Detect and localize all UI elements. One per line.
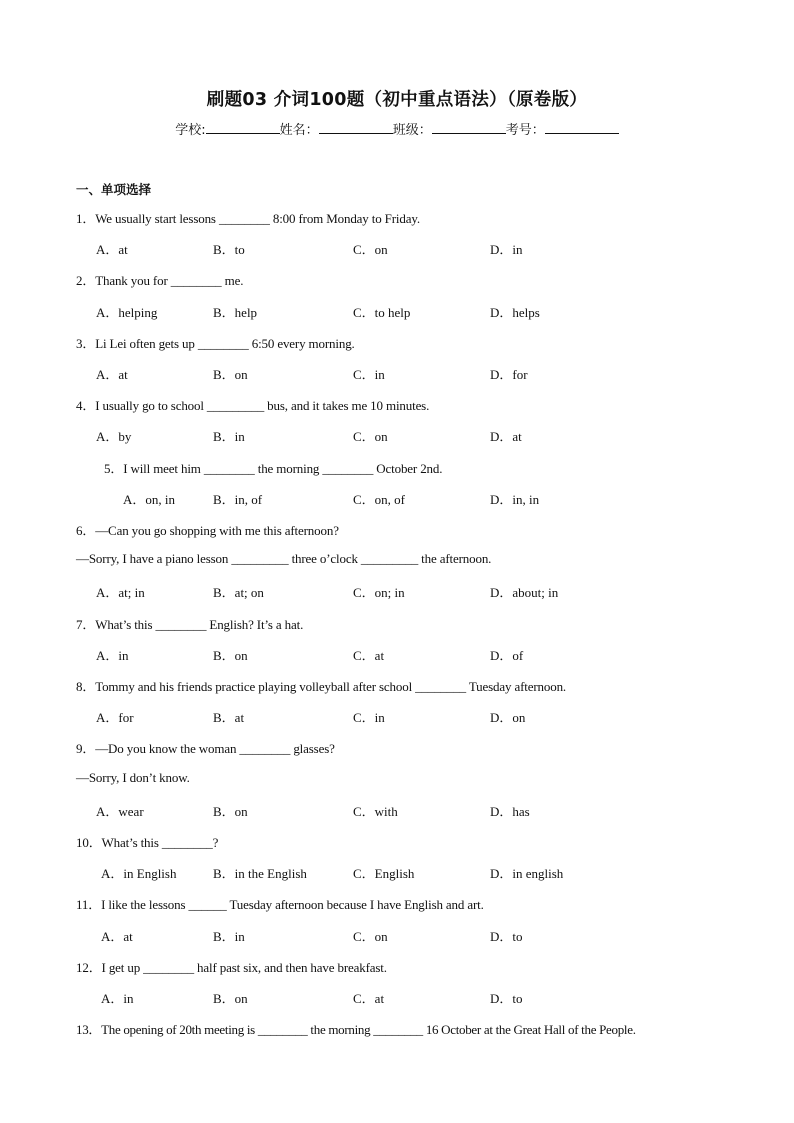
option-d[interactable]: D．of: [490, 648, 524, 663]
option-d[interactable]: D．at: [490, 429, 522, 444]
question-stem-continued: —Sorry, I don’t know.: [76, 770, 190, 785]
option-b[interactable]: B．in the English: [213, 866, 307, 881]
options-row: [0, 582, 794, 600]
option-b[interactable]: B．at: [213, 710, 245, 725]
options-row: [0, 489, 794, 507]
options-row: [0, 239, 794, 257]
question-stem: 9．—Do you know the woman ________ glasses?: [76, 741, 335, 756]
option-d[interactable]: D．to: [490, 991, 523, 1006]
question-stem: 5．I will meet him ________ the morning ________ October 2nd.: [104, 461, 443, 476]
page-title: 刷题03 介词100题（初中重点语法）（原卷版）: [206, 90, 588, 110]
student-info-line: [0, 119, 794, 138]
option-b[interactable]: B．on: [213, 648, 248, 663]
option-a[interactable]: A．at: [101, 929, 133, 944]
question-stem: 6．—Can you go shopping with me this afternoon?: [76, 523, 339, 538]
option-c[interactable]: C．on: [353, 429, 388, 444]
option-b[interactable]: B．help: [213, 305, 258, 320]
options-row: [0, 364, 794, 382]
option-c[interactable]: C．English: [353, 866, 415, 881]
options-row: [0, 645, 794, 663]
option-b[interactable]: B．to: [213, 242, 245, 257]
question-stem: 3．Li Lei often gets up ________ 6:50 every morning.: [76, 336, 355, 351]
option-c[interactable]: C．at: [353, 648, 385, 663]
name-blank[interactable]: [319, 121, 393, 134]
option-a[interactable]: A．in: [101, 991, 134, 1006]
options-row: [0, 302, 794, 320]
option-c[interactable]: C．with: [353, 804, 398, 819]
option-a[interactable]: A．in: [96, 648, 129, 663]
question-stem: 7．What’s this ________ English? It’s a hat.: [76, 617, 304, 632]
question-stem-continued: —Sorry, I have a piano lesson _________ three o’clock _________ the afternoon.: [76, 551, 492, 566]
option-a[interactable]: A．helping: [96, 305, 158, 320]
option-c[interactable]: C．on: [353, 929, 388, 944]
class-blank[interactable]: [432, 121, 506, 134]
option-c[interactable]: C．on; in: [353, 585, 405, 600]
option-a[interactable]: A．at: [96, 367, 128, 382]
option-d[interactable]: D．for: [490, 367, 528, 382]
question-stem: 8．Tommy and his friends practice playing volleyball after school ________ Tuesday afternoon.: [76, 679, 567, 694]
option-d[interactable]: D．in: [490, 242, 523, 257]
question-stem: 13．The opening of 20th meeting is ________ the morning ________ 16 October at the Great Hall of the People.: [76, 1022, 636, 1037]
option-d[interactable]: D．in, in: [490, 492, 540, 507]
question-stem: 4．I usually go to school _________ bus, and it takes me 10 minutes.: [76, 398, 430, 413]
option-b[interactable]: B．on: [213, 367, 248, 382]
option-d[interactable]: D．in english: [490, 866, 564, 881]
question-stem: 2．Thank you for ________ me.: [76, 273, 244, 288]
exam-number-label: 考号：: [505, 123, 545, 138]
option-d[interactable]: D．has: [490, 804, 530, 819]
question-stem: 1．We usually start lessons ________ 8:00 from Monday to Friday.: [76, 211, 420, 226]
question-stem: 11．I like the lessons ______ Tuesday afternoon because I have English and art.: [76, 897, 484, 912]
option-a[interactable]: A．on, in: [123, 492, 176, 507]
option-a[interactable]: A．in English: [101, 866, 177, 881]
option-c[interactable]: C．on, of: [353, 492, 406, 507]
option-b[interactable]: B．on: [213, 991, 248, 1006]
option-b[interactable]: B．at; on: [213, 585, 264, 600]
question-stem: 12．I get up ________ half past six, and then have breakfast.: [76, 960, 387, 975]
option-b[interactable]: B．in: [213, 429, 245, 444]
option-a[interactable]: A．wear: [96, 804, 144, 819]
name-label: 姓名：: [279, 123, 319, 138]
option-a[interactable]: A．at: [96, 242, 128, 257]
school-label: 学校:: [175, 123, 206, 138]
class-label: 班级：: [392, 123, 432, 138]
exam-number-blank[interactable]: [545, 121, 619, 134]
section-heading: 一、单项选择: [76, 182, 152, 197]
option-d[interactable]: D．about; in: [490, 585, 559, 600]
options-row: [0, 926, 794, 944]
option-d[interactable]: D．helps: [490, 305, 540, 320]
option-a[interactable]: A．at; in: [96, 585, 145, 600]
option-b[interactable]: B．in: [213, 929, 245, 944]
options-row: [0, 801, 794, 819]
options-row: [0, 707, 794, 725]
option-b[interactable]: B．in, of: [213, 492, 263, 507]
options-row: [0, 863, 794, 881]
option-a[interactable]: A．for: [96, 710, 134, 725]
option-c[interactable]: C．in: [353, 710, 385, 725]
option-a[interactable]: A．by: [96, 429, 132, 444]
option-d[interactable]: D．to: [490, 929, 523, 944]
option-b[interactable]: B．on: [213, 804, 248, 819]
option-c[interactable]: C．to help: [353, 305, 411, 320]
options-row: [0, 426, 794, 444]
option-d[interactable]: D．on: [490, 710, 526, 725]
option-c[interactable]: C．on: [353, 242, 388, 257]
question-stem: 10．What’s this ________?: [76, 835, 219, 850]
school-blank[interactable]: [206, 121, 280, 134]
options-row: [0, 988, 794, 1006]
option-c[interactable]: C．in: [353, 367, 385, 382]
option-c[interactable]: C．at: [353, 991, 385, 1006]
